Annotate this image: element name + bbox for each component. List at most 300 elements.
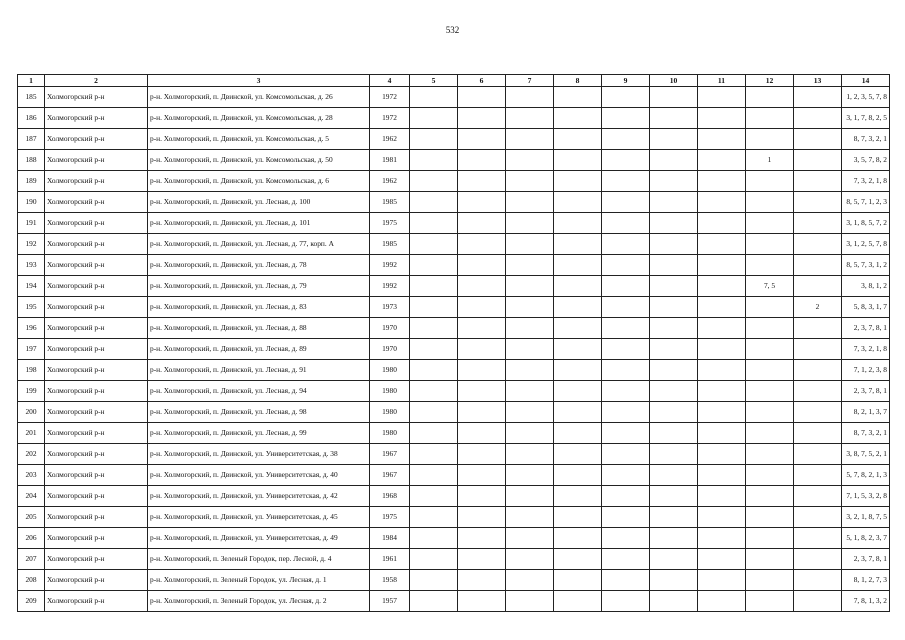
column-9-cell [602,150,650,171]
column-6-cell [458,444,506,465]
table-row [18,507,890,528]
address-cell: р-н. Холмогорский, п. Зеленый Городок, пер. Лесной, д. 4 [148,549,370,570]
column-7-cell [506,234,554,255]
column-10-cell [650,444,698,465]
column-6-cell [458,108,506,129]
district-cell: Холмогорский р-н [45,402,148,423]
column-6-cell [458,360,506,381]
table-row [18,255,890,276]
column-12-cell [746,360,794,381]
row-number-cell: 185 [18,87,45,108]
column-6-cell [458,528,506,549]
column-11-cell [698,423,746,444]
column-12-cell [746,528,794,549]
district-cell: Холмогорский р-н [45,549,148,570]
column-header-12: 12 [746,75,794,87]
column-13-cell: 2 [794,297,842,318]
table-row [18,297,890,318]
column-13-cell [794,528,842,549]
column-5-cell [410,108,458,129]
column-header-5: 5 [410,75,458,87]
column-5-cell [410,129,458,150]
column-8-cell [554,423,602,444]
district-cell: Холмогорский р-н [45,381,148,402]
codes-cell: 3, 1, 7, 8, 2, 5 [842,108,890,129]
year-cell: 1992 [370,255,410,276]
row-number-cell: 206 [18,528,45,549]
address-cell: р-н. Холмогорский, п. Двинской, ул. Комсомольская, д. 28 [148,108,370,129]
column-13-cell [794,339,842,360]
column-5-cell [410,150,458,171]
column-13-cell [794,381,842,402]
column-12-cell [746,129,794,150]
column-11-cell [698,444,746,465]
address-cell: р-н. Холмогорский, п. Двинской, ул. Комсомольская, д. 6 [148,171,370,192]
district-cell: Холмогорский р-н [45,591,148,612]
codes-cell: 3, 5, 7, 8, 2 [842,150,890,171]
row-number-cell: 191 [18,213,45,234]
codes-cell: 1, 2, 3, 5, 7, 8 [842,87,890,108]
codes-cell: 3, 8, 7, 5, 2, 1 [842,444,890,465]
column-12-cell [746,591,794,612]
column-9-cell [602,234,650,255]
address-cell: р-н. Холмогорский, п. Зеленый Городок, ул. Лесная, д. 1 [148,570,370,591]
column-8-cell [554,108,602,129]
column-10-cell [650,591,698,612]
column-13-cell [794,486,842,507]
codes-cell: 3, 1, 8, 5, 7, 2 [842,213,890,234]
column-12-cell [746,444,794,465]
column-11-cell [698,339,746,360]
row-number-cell: 189 [18,171,45,192]
column-8-cell [554,171,602,192]
column-9-cell [602,465,650,486]
column-5-cell [410,276,458,297]
codes-cell: 2, 3, 7, 8, 1 [842,318,890,339]
table-row [18,234,890,255]
column-11-cell [698,381,746,402]
column-9-cell [602,339,650,360]
year-cell: 1980 [370,423,410,444]
year-cell: 1985 [370,192,410,213]
year-cell: 1975 [370,213,410,234]
column-5-cell [410,444,458,465]
column-10-cell [650,276,698,297]
column-11-cell [698,129,746,150]
column-11-cell [698,213,746,234]
column-header-2: 2 [45,75,148,87]
column-13-cell [794,255,842,276]
codes-cell: 3, 1, 2, 5, 7, 8 [842,234,890,255]
column-13-cell [794,108,842,129]
district-cell: Холмогорский р-н [45,276,148,297]
table-row [18,87,890,108]
column-12-cell [746,108,794,129]
column-10-cell [650,318,698,339]
column-10-cell [650,150,698,171]
column-7-cell [506,402,554,423]
year-cell: 1958 [370,570,410,591]
column-8-cell [554,381,602,402]
table-row [18,318,890,339]
column-11-cell [698,297,746,318]
address-cell: р-н. Холмогорский, п. Двинской, ул. Лесная, д. 99 [148,423,370,444]
district-cell: Холмогорский р-н [45,234,148,255]
district-cell: Холмогорский р-н [45,528,148,549]
address-cell: р-н. Холмогорский, п. Двинской, ул. Лесная, д. 94 [148,381,370,402]
column-6-cell [458,171,506,192]
column-12-cell [746,549,794,570]
codes-cell: 8, 5, 7, 3, 1, 2 [842,255,890,276]
table-row [18,171,890,192]
district-cell: Холмогорский р-н [45,465,148,486]
column-7-cell [506,465,554,486]
codes-cell: 3, 2, 1, 8, 7, 5 [842,507,890,528]
column-12-cell [746,234,794,255]
district-cell: Холмогорский р-н [45,360,148,381]
column-header-8: 8 [554,75,602,87]
column-8-cell [554,591,602,612]
column-header-14: 14 [842,75,890,87]
column-9-cell [602,423,650,444]
codes-cell: 8, 7, 3, 2, 1 [842,129,890,150]
column-6-cell [458,591,506,612]
column-12-cell [746,255,794,276]
address-cell: р-н. Холмогорский, п. Двинской, ул. Лесная, д. 78 [148,255,370,276]
address-cell: р-н. Холмогорский, п. Двинской, ул. Комсомольская, д. 5 [148,129,370,150]
column-10-cell [650,465,698,486]
column-5-cell [410,570,458,591]
district-cell: Холмогорский р-н [45,318,148,339]
column-6-cell [458,318,506,339]
column-5-cell [410,381,458,402]
column-7-cell [506,192,554,213]
column-11-cell [698,528,746,549]
column-10-cell [650,423,698,444]
column-13-cell [794,150,842,171]
district-cell: Холмогорский р-н [45,423,148,444]
column-6-cell [458,87,506,108]
column-8-cell [554,339,602,360]
codes-cell: 7, 3, 2, 1, 8 [842,339,890,360]
codes-cell: 8, 5, 7, 1, 2, 3 [842,192,890,213]
column-12-cell [746,402,794,423]
year-cell: 1962 [370,171,410,192]
column-12-cell [746,87,794,108]
column-9-cell [602,360,650,381]
district-cell: Холмогорский р-н [45,486,148,507]
codes-cell: 7, 3, 2, 1, 8 [842,171,890,192]
year-cell: 1967 [370,444,410,465]
column-8-cell [554,486,602,507]
column-header-7: 7 [506,75,554,87]
column-header-13: 13 [794,75,842,87]
column-8-cell [554,276,602,297]
row-number-cell: 188 [18,150,45,171]
page-number: 532 [445,25,460,35]
column-10-cell [650,234,698,255]
column-6-cell [458,423,506,444]
column-10-cell [650,486,698,507]
column-6-cell [458,276,506,297]
district-cell: Холмогорский р-н [45,444,148,465]
address-cell: р-н. Холмогорский, п. Двинской, ул. Лесная, д. 83 [148,297,370,318]
address-cell: р-н. Холмогорский, п. Двинской, ул. Лесная, д. 100 [148,192,370,213]
column-13-cell [794,465,842,486]
column-6-cell [458,402,506,423]
address-cell: р-н. Холмогорский, п. Двинской, ул. Лесная, д. 79 [148,276,370,297]
column-7-cell [506,339,554,360]
column-9-cell [602,213,650,234]
column-9-cell [602,87,650,108]
column-6-cell [458,570,506,591]
column-13-cell [794,213,842,234]
year-cell: 1961 [370,549,410,570]
column-11-cell [698,360,746,381]
column-12-cell: 1 [746,150,794,171]
address-cell: р-н. Холмогорский, п. Двинской, ул. Комсомольская, д. 26 [148,87,370,108]
column-10-cell [650,129,698,150]
column-9-cell [602,591,650,612]
row-number-cell: 209 [18,591,45,612]
column-11-cell [698,507,746,528]
column-6-cell [458,234,506,255]
column-10-cell [650,192,698,213]
column-9-cell [602,507,650,528]
table-row [18,465,890,486]
column-5-cell [410,213,458,234]
address-cell: р-н. Холмогорский, п. Двинской, ул. Лесная, д. 91 [148,360,370,381]
column-7-cell [506,444,554,465]
column-13-cell [794,591,842,612]
district-cell: Холмогорский р-н [45,129,148,150]
column-8-cell [554,213,602,234]
row-number-cell: 205 [18,507,45,528]
column-9-cell [602,171,650,192]
column-6-cell [458,339,506,360]
column-9-cell [602,129,650,150]
column-12-cell [746,570,794,591]
column-7-cell [506,507,554,528]
column-5-cell [410,360,458,381]
column-9-cell [602,108,650,129]
row-number-cell: 203 [18,465,45,486]
column-7-cell [506,276,554,297]
row-number-cell: 194 [18,276,45,297]
column-6-cell [458,486,506,507]
column-5-cell [410,192,458,213]
column-13-cell [794,171,842,192]
district-cell: Холмогорский р-н [45,297,148,318]
column-5-cell [410,465,458,486]
codes-cell: 7, 1, 2, 3, 8 [842,360,890,381]
column-7-cell [506,150,554,171]
codes-cell: 5, 1, 8, 2, 3, 7 [842,528,890,549]
year-cell: 1980 [370,360,410,381]
column-11-cell [698,108,746,129]
address-cell: р-н. Холмогорский, п. Двинской, ул. Лесная, д. 89 [148,339,370,360]
address-cell: р-н. Холмогорский, п. Двинской, ул. Университетская, д. 49 [148,528,370,549]
table-row [18,276,890,297]
column-8-cell [554,234,602,255]
column-8-cell [554,87,602,108]
row-number-cell: 195 [18,297,45,318]
table-row [18,549,890,570]
column-5-cell [410,318,458,339]
column-11-cell [698,570,746,591]
table-row [18,486,890,507]
column-8-cell [554,318,602,339]
column-6-cell [458,381,506,402]
table-row [18,591,890,612]
column-10-cell [650,339,698,360]
codes-cell: 8, 7, 3, 2, 1 [842,423,890,444]
column-7-cell [506,528,554,549]
column-8-cell [554,255,602,276]
column-9-cell [602,297,650,318]
column-6-cell [458,192,506,213]
column-7-cell [506,87,554,108]
column-10-cell [650,171,698,192]
column-8-cell [554,549,602,570]
column-7-cell [506,591,554,612]
column-11-cell [698,192,746,213]
column-13-cell [794,192,842,213]
column-header-1: 1 [18,75,45,87]
column-7-cell [506,129,554,150]
column-10-cell [650,255,698,276]
column-9-cell [602,528,650,549]
column-5-cell [410,234,458,255]
column-9-cell [602,276,650,297]
column-6-cell [458,129,506,150]
district-cell: Холмогорский р-н [45,213,148,234]
column-7-cell [506,360,554,381]
column-11-cell [698,171,746,192]
column-8-cell [554,360,602,381]
year-cell: 1962 [370,129,410,150]
column-11-cell [698,318,746,339]
column-8-cell [554,465,602,486]
year-cell: 1972 [370,108,410,129]
column-12-cell [746,465,794,486]
address-cell: р-н. Холмогорский, п. Двинской, ул. Лесная, д. 98 [148,402,370,423]
codes-cell: 5, 8, 3, 1, 7 [842,297,890,318]
table-row [18,402,890,423]
column-12-cell [746,339,794,360]
column-6-cell [458,255,506,276]
column-6-cell [458,213,506,234]
address-cell: р-н. Холмогорский, п. Двинской, ул. Лесная, д. 77, корп. А [148,234,370,255]
codes-cell: 2, 3, 7, 8, 1 [842,549,890,570]
column-10-cell [650,570,698,591]
table-row [18,339,890,360]
column-7-cell [506,318,554,339]
column-9-cell [602,318,650,339]
register-table [17,74,890,612]
year-cell: 1980 [370,381,410,402]
address-cell: р-н. Холмогорский, п. Двинской, ул. Лесная, д. 101 [148,213,370,234]
column-5-cell [410,423,458,444]
column-10-cell [650,549,698,570]
column-11-cell [698,549,746,570]
column-12-cell [746,486,794,507]
column-8-cell [554,444,602,465]
column-header-4: 4 [370,75,410,87]
column-13-cell [794,549,842,570]
column-12-cell [746,171,794,192]
address-cell: р-н. Холмогорский, п. Двинской, ул. Комсомольская, д. 50 [148,150,370,171]
table-row [18,192,890,213]
table-row [18,528,890,549]
column-5-cell [410,402,458,423]
column-11-cell [698,591,746,612]
column-5-cell [410,339,458,360]
district-cell: Холмогорский р-н [45,108,148,129]
table-row [18,150,890,171]
year-cell: 1957 [370,591,410,612]
table-body [18,87,890,612]
column-12-cell [746,507,794,528]
column-12-cell [746,192,794,213]
row-number-cell: 192 [18,234,45,255]
address-cell: р-н. Холмогорский, п. Двинской, ул. Университетская, д. 38 [148,444,370,465]
codes-cell: 7, 1, 5, 3, 2, 8 [842,486,890,507]
row-number-cell: 197 [18,339,45,360]
column-5-cell [410,255,458,276]
district-cell: Холмогорский р-н [45,255,148,276]
column-13-cell [794,276,842,297]
address-cell: р-н. Холмогорский, п. Двинской, ул. Университетская, д. 42 [148,486,370,507]
column-header-9: 9 [602,75,650,87]
column-9-cell [602,486,650,507]
table-row [18,360,890,381]
row-number-cell: 204 [18,486,45,507]
column-12-cell: 7, 5 [746,276,794,297]
district-cell: Холмогорский р-н [45,339,148,360]
column-7-cell [506,570,554,591]
column-6-cell [458,297,506,318]
column-12-cell [746,213,794,234]
row-number-cell: 207 [18,549,45,570]
column-12-cell [746,381,794,402]
column-11-cell [698,234,746,255]
column-7-cell [506,549,554,570]
column-9-cell [602,255,650,276]
column-9-cell [602,192,650,213]
year-cell: 1980 [370,402,410,423]
address-cell: р-н. Холмогорский, п. Двинской, ул. Университетская, д. 45 [148,507,370,528]
column-11-cell [698,486,746,507]
column-8-cell [554,528,602,549]
column-5-cell [410,87,458,108]
column-13-cell [794,318,842,339]
column-header-10: 10 [650,75,698,87]
column-12-cell [746,423,794,444]
column-11-cell [698,87,746,108]
column-7-cell [506,255,554,276]
codes-cell: 8, 2, 1, 3, 7 [842,402,890,423]
column-13-cell [794,129,842,150]
row-number-cell: 196 [18,318,45,339]
year-cell: 1972 [370,87,410,108]
row-number-cell: 200 [18,402,45,423]
column-10-cell [650,360,698,381]
column-10-cell [650,108,698,129]
table-row [18,129,890,150]
column-6-cell [458,549,506,570]
column-10-cell [650,528,698,549]
